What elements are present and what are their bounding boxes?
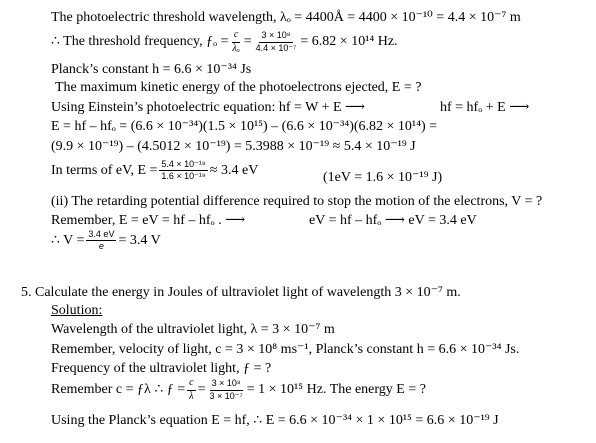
fraction-c-over-lambda0	[231, 30, 242, 54]
ev-conversion-note: (1eV = 1.6 × 10⁻¹⁹ J)	[323, 170, 443, 185]
threshold-wavelength-line: The photoelectric threshold wavelength, λₒ = 4400Å = 4400 × 10⁻¹⁰ = 4.4 × 10⁻⁷ m	[51, 10, 521, 25]
solution-label: Solution:	[51, 303, 103, 318]
remember-line-1: Remember, E = eV = hf – hfₒ . ⟶	[51, 213, 246, 228]
einstein-equation-line-2: hf = hfₒ + E ⟶	[440, 100, 530, 115]
calculation-line-2: (9.9 × 10⁻¹⁹) – (4.5012 × 10⁻¹⁹) = 5.3988 × 10⁻¹⁹ ≈ 5.4 × 10⁻¹⁹ J	[51, 139, 416, 154]
frequency-question-line: Frequency of the ultraviolet light, ƒ = ?	[51, 361, 272, 376]
question-5: 5. Calculate the energy in Joules of ultraviolet light of wavelength 3 × 10⁻⁷ m.	[21, 285, 461, 300]
fraction-denominator: λ	[189, 390, 194, 402]
calculation-line-1: E = hf – hfₒ = (6.6 × 10⁻³⁴)(1.5 × 10¹⁵) – (6.6 × 10⁻³⁴)(6.82 × 10¹⁴) =	[51, 119, 438, 134]
threshold-frequency-result: = 6.82 × 10¹⁴ Hz.	[300, 34, 398, 50]
fraction-numerator: 3 × 10⁸	[210, 379, 243, 390]
frequency-calculation-prefix: Remember c = ƒλ ∴ ƒ =	[51, 382, 186, 398]
equals-sign: =	[197, 382, 206, 398]
fraction-denominator: 1.6 × 10⁻¹⁹	[161, 171, 206, 182]
max-kinetic-energy-line: The maximum kinetic energy of the photoelectrons ejected, E = ?	[55, 80, 422, 95]
wavelength-line: Wavelength of the ultraviolet light, λ = 3 × 10⁻⁷ m	[51, 322, 335, 337]
threshold-frequency-line	[51, 30, 398, 54]
frequency-result: = 1 × 10¹⁵ Hz. The energy E = ?	[246, 382, 426, 398]
fraction-numerator: 3 × 10⁸	[259, 31, 292, 42]
retarding-potential-question: (ii) The retarding potential difference required to stop the motion of the electrons, V = ?	[51, 194, 543, 209]
threshold-frequency-prefix: ∴ The threshold frequency, ƒₒ =	[51, 34, 229, 50]
planck-constant-line: Planck’s constant h = 6.6 × 10⁻³⁴ Js	[51, 62, 252, 77]
fraction-3e8-over-3e-7	[207, 379, 244, 401]
fraction-denominator: λₒ	[232, 42, 240, 54]
equals-sign: =	[243, 34, 252, 50]
remember-line-2: eV = hf – hfₒ ⟶ eV = 3.4 eV	[309, 213, 477, 228]
fraction-denominator: 3 × 10⁻⁷	[209, 390, 243, 401]
retarding-voltage-prefix: ∴ V =	[51, 233, 85, 249]
retarding-voltage-line	[51, 230, 161, 252]
fraction-3.4ev-over-e	[86, 230, 116, 252]
fraction-numerator: c	[232, 30, 240, 43]
fraction-c-over-lambda	[187, 378, 195, 402]
fraction-3e8-over-4.4e-7	[254, 31, 299, 53]
fraction-denominator: 4.4 × 10⁻⁷	[255, 42, 297, 53]
planck-equation-line: Using the Planck’s equation E = hf, ∴ E = 6.6 × 10⁻³⁴ × 1 × 10¹⁵ = 6.6 × 10⁻¹⁹ J	[51, 413, 499, 428]
constants-line: Remember, velocity of light, c = 3 × 10⁸ ms⁻¹, Planck’s constant h = 6.6 × 10⁻³⁴ Js.	[51, 342, 520, 357]
energy-in-ev-prefix: In terms of eV, E =	[51, 163, 158, 179]
fraction-5.4-over-1.6	[159, 160, 207, 182]
einstein-equation-line: Using Einstein’s photoelectric equation: hf = W + E ⟶	[51, 100, 366, 115]
fraction-numerator: 3.4 eV	[86, 230, 116, 241]
fraction-numerator: c	[187, 378, 195, 391]
energy-in-ev-line	[51, 160, 258, 182]
retarding-voltage-result: = 3.4 V	[118, 233, 161, 249]
fraction-denominator: e	[98, 241, 104, 252]
frequency-calculation-line	[51, 378, 426, 402]
fraction-numerator: 5.4 × 10⁻¹⁹	[159, 160, 207, 171]
energy-in-ev-result: ≈ 3.4 eV	[209, 163, 259, 179]
